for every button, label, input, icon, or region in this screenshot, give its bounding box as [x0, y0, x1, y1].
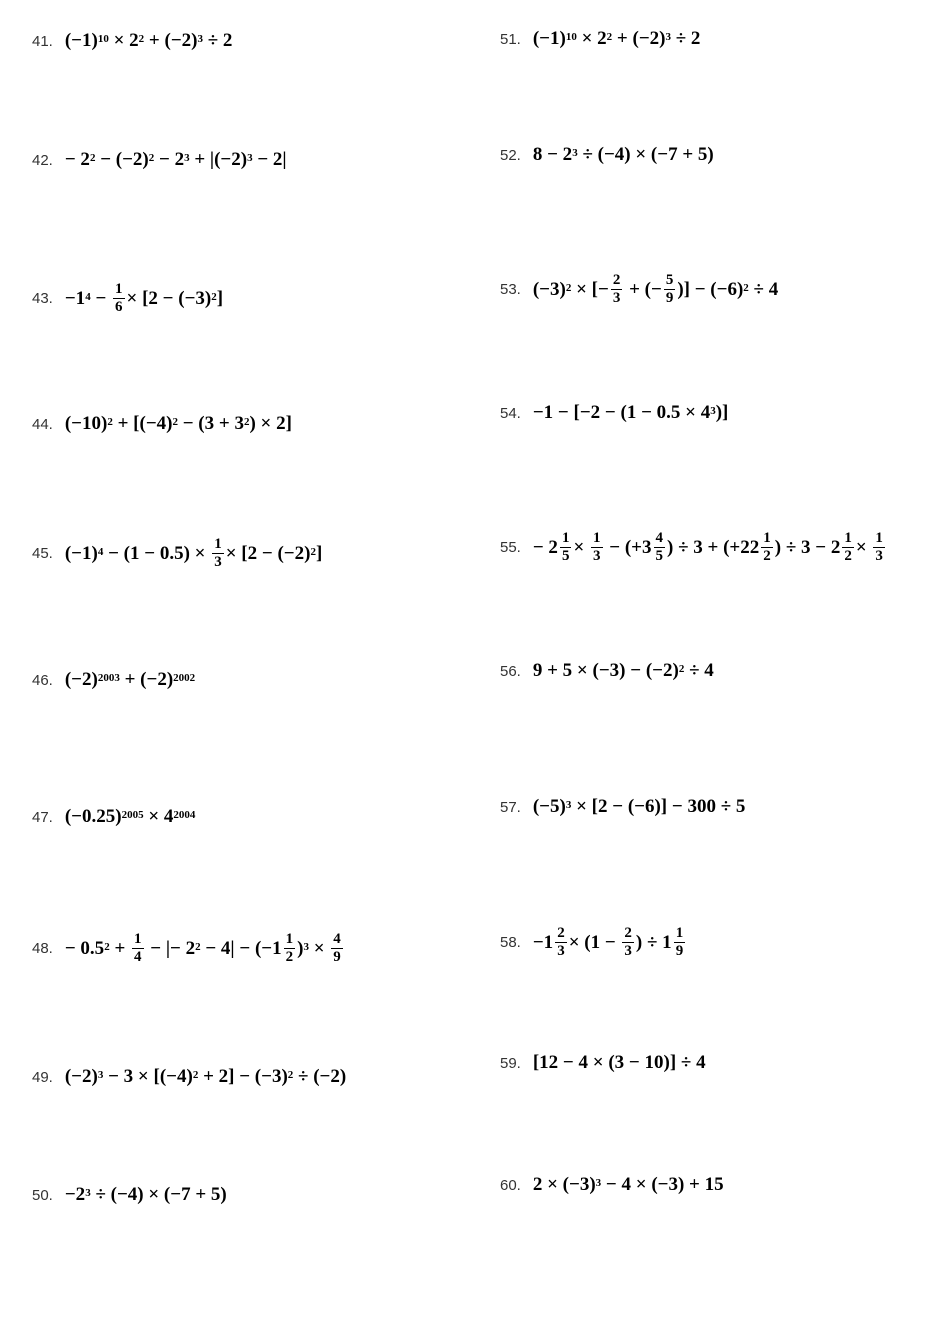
exponent: 10: [97, 33, 109, 45]
expression-text: + (−2): [119, 669, 174, 690]
problem-item: [32, 806, 195, 828]
problem-number: 51.: [500, 30, 521, 48]
exponent: 3: [665, 31, 671, 43]
expression-text: ÷ (−4) × (−7 + 5): [577, 144, 714, 165]
fraction-denominator: 9: [333, 949, 341, 965]
fraction-numerator: 1: [115, 281, 123, 297]
expression-text: + (−2): [144, 30, 198, 51]
problem-number: 60.: [500, 1176, 521, 1194]
fraction-numerator: 4: [655, 530, 663, 546]
exponent: 3: [184, 152, 190, 164]
expression-text: + 2] − (−3): [198, 1066, 288, 1087]
fraction-denominator: 4: [134, 949, 142, 965]
expression-text: × 2: [576, 28, 607, 49]
fraction-numerator: 1: [593, 530, 601, 546]
expression-text: ): [297, 937, 304, 959]
fraction: [654, 531, 666, 564]
fraction: [212, 537, 224, 570]
exponent: 2: [565, 281, 572, 294]
exponent: 3: [595, 1177, 602, 1189]
exponent: 2: [310, 545, 316, 558]
fraction: [674, 926, 686, 959]
problem-expression: [533, 402, 729, 424]
expression-text: )] − (−6): [677, 278, 744, 300]
expression-text: ]: [216, 287, 224, 309]
problem-number: 44.: [32, 415, 53, 433]
expression-text: ) ÷ 1: [635, 931, 672, 953]
expression-text: (−1): [64, 30, 98, 51]
exponent: 3: [197, 33, 203, 45]
expression-text: × 2: [108, 30, 139, 51]
problem-expression: [65, 806, 196, 828]
fraction: [560, 531, 572, 564]
fraction-denominator: 3: [593, 548, 601, 564]
problem-number: 43.: [32, 290, 53, 307]
expression-text: ÷ (−4) × (−7 + 5): [90, 1184, 227, 1205]
expression-text: − (−2): [95, 149, 149, 170]
exponent: 3: [565, 799, 572, 811]
expression-text: × [2 − (−6)] − 300 ÷ 5: [571, 796, 746, 817]
fraction-numerator: 5: [665, 272, 674, 288]
exponent: 2: [172, 416, 178, 428]
expression-text: − 2: [154, 149, 185, 170]
problem-expression: [65, 282, 223, 315]
fraction-numerator: 1: [214, 536, 222, 552]
expression-text: − 4 × (−3) + 15: [601, 1174, 724, 1195]
fraction-numerator: 1: [675, 925, 684, 941]
exponent: 2: [243, 416, 250, 428]
fraction: [331, 932, 343, 965]
fraction-numerator: 2: [612, 272, 621, 288]
fraction-denominator: 5: [561, 548, 570, 564]
exponent: 3: [247, 152, 253, 164]
fraction: [761, 531, 773, 564]
expression-text: + |(−2): [189, 149, 248, 170]
expression-text: ) ÷ 3 + (+22: [667, 536, 760, 558]
expression-text: (−0.25): [64, 806, 122, 827]
exponent: 2: [287, 1069, 294, 1081]
problem-item: [500, 402, 728, 424]
problem-expression: [533, 796, 746, 818]
problem-expression: [65, 1184, 227, 1206]
expression-text: (−1): [532, 28, 566, 49]
fraction-denominator: 3: [612, 290, 621, 306]
fraction-numerator: 1: [844, 530, 852, 546]
problem-expression: [533, 1174, 724, 1196]
expression-text: −1 − [−2 − (1 − 0.5 × 4: [532, 402, 711, 423]
expression-text: 9 + 5 × (−3) − (−2): [532, 660, 679, 681]
fraction-denominator: 9: [665, 290, 674, 306]
problem-expression: [65, 537, 322, 570]
problem-item: [500, 926, 687, 959]
expression-text: ) ÷ 3 − 2: [774, 536, 841, 558]
expression-text: ÷ 2: [670, 28, 701, 49]
expression-text: − 2|: [252, 149, 287, 170]
exponent: 3: [303, 940, 309, 953]
exponent: 3: [97, 1069, 104, 1081]
fraction-numerator: 2: [624, 925, 632, 941]
exponent: 2: [107, 416, 113, 428]
expression-text: − 3 × [(−4): [103, 1066, 193, 1087]
fraction: [591, 531, 603, 564]
exponent: 2: [89, 152, 96, 164]
problem-number: 41.: [32, 32, 53, 50]
expression-text: (−1): [64, 542, 98, 564]
expression-text: ]: [315, 542, 323, 564]
exponent: 3: [710, 405, 716, 417]
problem-number: 47.: [32, 808, 53, 826]
expression-text: ×: [573, 536, 590, 558]
expression-text: −1: [64, 287, 86, 309]
fraction-numerator: 1: [285, 931, 294, 947]
problem-expression: [533, 28, 701, 50]
expression-text: × [2 − (−2): [225, 542, 311, 564]
expression-text: − |− 2: [145, 937, 196, 959]
expression-text: × 4: [143, 806, 174, 827]
problem-item: [32, 669, 195, 691]
problem-item: [500, 28, 700, 50]
exponent: 2: [148, 152, 155, 164]
problem-item: [500, 531, 887, 564]
problem-expression: [65, 669, 195, 691]
fraction-denominator: 2: [844, 548, 852, 564]
problem-item: [500, 1174, 724, 1196]
expression-text: ) × 2]: [249, 413, 292, 434]
fraction: [664, 273, 676, 306]
fraction: [622, 926, 634, 959]
expression-text: − (+3: [604, 536, 652, 558]
exponent: 2002: [173, 672, 196, 684]
expression-text: + (−: [624, 278, 662, 300]
expression-text: + [(−4): [112, 413, 173, 434]
fraction-denominator: 2: [763, 548, 771, 564]
problem-number: 55.: [500, 539, 521, 556]
problem-item: [32, 30, 232, 52]
expression-text: − 0.5: [64, 937, 105, 959]
problem-number: 49.: [32, 1068, 53, 1086]
fraction: [611, 273, 623, 306]
fraction: [132, 932, 144, 965]
problem-expression: [65, 1066, 346, 1088]
fraction-denominator: 3: [624, 943, 632, 959]
expression-text: (−3): [532, 278, 566, 300]
expression-text: ÷ 4: [684, 660, 714, 681]
problem-number: 48.: [32, 940, 53, 957]
fraction-numerator: 1: [875, 530, 883, 546]
problem-expression: [533, 531, 887, 564]
fraction-denominator: 9: [675, 943, 684, 959]
expression-text: (−5): [532, 796, 566, 817]
exponent: 2004: [173, 809, 196, 821]
problem-number: 54.: [500, 404, 521, 422]
exponent: 2: [678, 663, 685, 675]
problem-number: 57.: [500, 798, 521, 816]
problem-item: [500, 1052, 706, 1074]
exponent: 2: [606, 31, 613, 43]
expression-text: ÷ 2: [202, 30, 233, 51]
problem-number: 53.: [500, 281, 521, 298]
fraction: [113, 282, 125, 315]
problem-item: [32, 282, 223, 315]
problem-expression: [533, 926, 687, 959]
fraction-denominator: 2: [285, 949, 294, 965]
problem-number: 46.: [32, 671, 53, 689]
exponent: 2: [743, 281, 749, 294]
expression-text: ×: [855, 536, 872, 558]
fraction-denominator: 3: [875, 548, 883, 564]
expression-text: −1: [532, 931, 554, 953]
expression-text: )]: [715, 402, 729, 423]
problem-number: 42.: [32, 151, 53, 169]
fraction: [284, 932, 296, 965]
problem-item: [500, 660, 714, 682]
exponent: 2: [104, 940, 110, 953]
exponent: 2: [138, 33, 145, 45]
expression-text: 8 − 2: [532, 144, 573, 165]
expression-text: − 2: [532, 536, 558, 558]
exponent: 2: [192, 1069, 199, 1081]
exponent: 2005: [121, 809, 144, 821]
expression-text: × [2 − (−3): [126, 287, 212, 309]
expression-text: ÷ 4: [748, 278, 779, 300]
fraction: [555, 926, 567, 959]
problem-number: 58.: [500, 934, 521, 951]
expression-text: × (1 −: [568, 931, 621, 953]
problem-expression: [533, 660, 714, 682]
fraction-denominator: 6: [115, 299, 123, 315]
problem-expression: [65, 30, 233, 52]
exponent: 2: [195, 940, 201, 953]
problem-item: [32, 932, 345, 965]
fraction-numerator: 1: [134, 931, 142, 947]
expression-text: [12 − 4 × (3 − 10)] ÷ 4: [532, 1052, 706, 1073]
expression-text: −2: [64, 1184, 86, 1205]
problem-item: [32, 413, 292, 435]
fraction-numerator: 4: [333, 931, 341, 947]
expression-text: − (3 + 3: [177, 413, 244, 434]
exponent: 3: [85, 1187, 91, 1199]
expression-text: 2 × (−3): [532, 1174, 596, 1195]
expression-text: − (1 − 0.5) ×: [103, 542, 211, 564]
problem-item: [500, 273, 778, 306]
expression-text: (−2): [64, 669, 98, 690]
expression-text: (−2): [64, 1066, 98, 1087]
fraction-numerator: 1: [561, 530, 570, 546]
exponent: 3: [572, 147, 578, 159]
expression-text: + (−2): [612, 28, 666, 49]
fraction-denominator: 3: [557, 943, 565, 959]
problem-number: 50.: [32, 1186, 53, 1204]
problem-item: [32, 1184, 227, 1206]
exponent: 4: [85, 290, 91, 303]
problem-item: [32, 1066, 346, 1088]
fraction-denominator: 3: [214, 554, 222, 570]
exponent: 10: [565, 31, 577, 43]
problem-expression: [533, 1052, 706, 1074]
problem-number: 59.: [500, 1054, 521, 1072]
expression-text: − 2: [64, 149, 90, 170]
fraction-denominator: 5: [655, 548, 663, 564]
fraction: [873, 531, 885, 564]
problem-expression: [65, 932, 345, 965]
expression-text: −: [90, 287, 112, 309]
problem-expression: [533, 273, 778, 306]
expression-text: +: [109, 937, 131, 959]
problem-item: [32, 537, 322, 570]
fraction-numerator: 2: [557, 925, 565, 941]
expression-text: ×: [308, 937, 330, 959]
problem-number: 45.: [32, 545, 53, 562]
exponent: 2: [211, 290, 217, 303]
expression-text: (−10): [64, 413, 108, 434]
fraction-numerator: 1: [763, 530, 771, 546]
problem-number: 56.: [500, 662, 521, 680]
expression-text: − 4| − (−1: [200, 937, 282, 959]
problem-number: 52.: [500, 146, 521, 164]
exponent: 2003: [97, 672, 120, 684]
exponent: 4: [97, 545, 104, 558]
problem-expression: [65, 149, 287, 171]
expression-text: × [−: [571, 278, 609, 300]
problem-item: [500, 796, 745, 818]
problem-expression: [533, 144, 714, 166]
fraction: [842, 531, 854, 564]
problem-item: [500, 144, 714, 166]
problem-expression: [65, 413, 292, 435]
expression-text: ÷ (−2): [293, 1066, 347, 1087]
problem-item: [32, 149, 287, 171]
